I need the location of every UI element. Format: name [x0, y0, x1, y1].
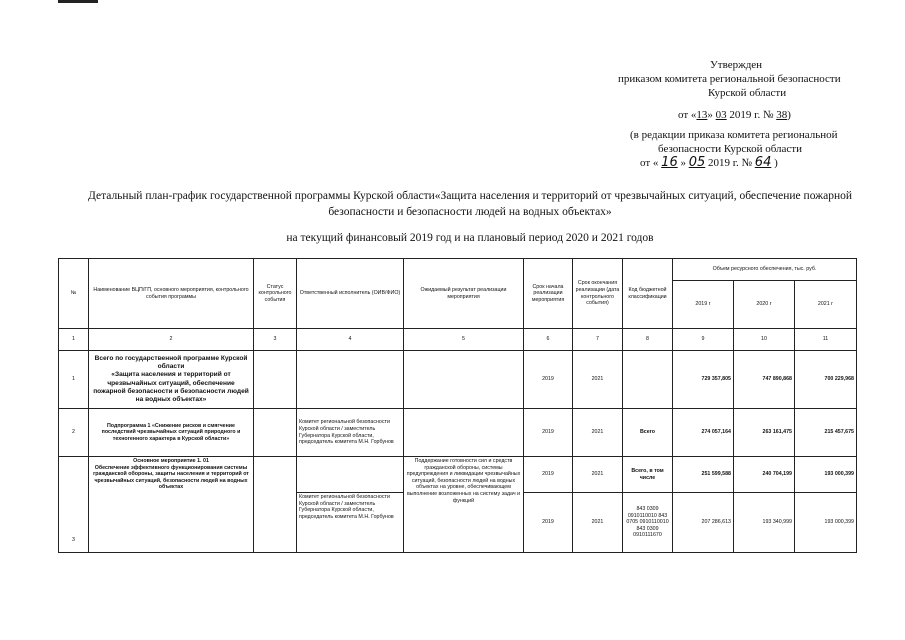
col-number: 7: [573, 329, 623, 351]
column-number-row: [59, 329, 857, 351]
col-number: 4: [297, 329, 404, 351]
header-year-2021: 2021 г: [795, 281, 857, 329]
col-number: 2: [89, 329, 254, 351]
table-row-subprogram-1: [59, 409, 857, 457]
header-num: №: [59, 259, 89, 329]
col-number: 8: [623, 329, 673, 351]
row3b-end: 2021: [573, 493, 623, 553]
header-name: Наименование ВЦП/ГП, основного мероприятия, контрольного события программы: [89, 259, 254, 329]
row1-value-2021: 700 229,968: [795, 351, 857, 409]
header-start: Срок начала реализации мероприятия: [524, 259, 573, 329]
header-executor: Ответственный исполнитель (ОИВ/ФИО): [297, 259, 404, 329]
plan-schedule-table: [58, 258, 857, 553]
approval-date-line: [618, 108, 868, 122]
approval-order-line: приказом комитета региональной безопасности: [618, 73, 841, 85]
header-result: Ожидаемый результат реализации мероприятия: [404, 259, 524, 329]
row2-end: 2021: [573, 409, 623, 457]
row3-status: [254, 457, 297, 553]
row3b-budget-code: 843 0309 0910110010 843 0705 0910110010 843 0309 0910111670: [623, 493, 673, 553]
date-mid: »: [707, 109, 716, 121]
col-number: 11: [795, 329, 857, 351]
row2-status: [254, 409, 297, 457]
row1-result: [404, 351, 524, 409]
row1-name: [89, 351, 254, 409]
row1-end: 2021: [573, 351, 623, 409]
row3-result: Поддержание готовности сил и средств гражданской обороны, системы предупреждения и ликвидации чрезвычайных ситуаций, безопасности людей на водных объектах на уровне, обеспечивающем выполнение возложенных на систему задач и функций: [404, 457, 524, 553]
edition-day-handwritten: 16: [661, 155, 678, 170]
date-suffix: ): [787, 109, 791, 121]
header-year-2020: 2020 г: [734, 281, 795, 329]
row3a-value-2021: 193 000,399: [795, 457, 857, 493]
title-line-2: безопасности и безопасности людей на водных объектах»: [328, 206, 612, 218]
row2-num: 2: [59, 409, 89, 457]
title-line-1: Детальный план-график государственной программы Курской области«Защита населения и территорий от чрезвычайных ситуаций, обеспечение пожарной: [87, 190, 853, 202]
row3-name: [89, 457, 254, 553]
row2-name: Подпрограмма 1 «Снижение рисков и смягчение последствий чрезвычайных ситуаций природного и техногенного характера в Курской области»: [89, 409, 254, 457]
date-day: 13: [696, 109, 708, 121]
table-row-program-total: [59, 351, 857, 409]
table-header-row-1: [59, 259, 857, 281]
edition-number-handwritten: 64: [754, 155, 772, 170]
row3a-end: 2021: [573, 457, 623, 493]
table-row-main-activity-total: [59, 457, 857, 493]
row2-executor: Комитет региональной безопасности Курской области / заместитель Губернатора Курской области, председатель комитета М.Н. Горбунов: [297, 409, 404, 457]
row3a-budget-code: Всего, в том числе: [623, 457, 673, 493]
row3-name-line2: Обеспечение эффективного функционирования системы гражданской обороны, защиты населения и территорий от чрезвычайных ситуаций, безопасности людей на водных объектах: [93, 464, 249, 491]
col-number: 10: [734, 329, 795, 351]
row2-value-2019: 274 057,164: [673, 409, 734, 457]
row3b-value-2021: 193 000,399: [795, 493, 857, 553]
header-budget-code: Код бюджетной классификации: [623, 259, 673, 329]
row1-budget-code: [623, 351, 673, 409]
col-number: 1: [59, 329, 89, 351]
col-number: 9: [673, 329, 734, 351]
edition-year: 2019 г. №: [705, 157, 755, 169]
header-end: Срок окончания реализации (дата контрольного события): [573, 259, 623, 329]
row3a-value-2019: 251 599,588: [673, 457, 734, 493]
edition-suffix: ): [771, 157, 778, 169]
col-number: 3: [254, 329, 297, 351]
row1-start: 2019: [524, 351, 573, 409]
document-subtitle: на текущий финансовый 2019 год и на плановый период 2020 и 2021 годов: [286, 232, 654, 244]
row1-name-line2: «Защита населения и территорий от чрезвычайных ситуаций, обеспечение пожарной безопасности и безопасности людей на водных объектах»: [93, 371, 249, 403]
row3-num: 3: [59, 457, 89, 553]
row3b-value-2020: 193 340,999: [734, 493, 795, 553]
approval-stamp: [618, 58, 868, 170]
header-status: Статус контрольного события: [254, 259, 297, 329]
row3b-value-2019: 207 286,613: [673, 493, 734, 553]
edition-month-handwritten: 05: [688, 155, 706, 170]
date-number: 38: [776, 109, 788, 121]
row1-executor: [297, 351, 404, 409]
row1-num: 1: [59, 351, 89, 409]
row1-name-line1: Всего по государственной программе Курской области: [94, 354, 248, 371]
document-title: [70, 188, 870, 220]
edition-date-line: [618, 156, 868, 170]
date-prefix: от «: [678, 109, 697, 121]
scan-edge-mark: [58, 0, 98, 3]
row2-value-2020: 263 161,475: [734, 409, 795, 457]
edition-line-2: безопасности Курской области: [658, 143, 802, 155]
row3-name-line1: Основное мероприятие 1. 01: [133, 458, 209, 464]
edition-mid: »: [677, 157, 689, 169]
row3-executor-empty: [297, 457, 404, 493]
col-number: 5: [404, 329, 524, 351]
col-number: 6: [524, 329, 573, 351]
date-year: 2019 г. №: [726, 109, 777, 121]
header-year-2019: 2019 г: [673, 281, 734, 329]
header-funding: Объем ресурсного обеспечения, тыс. руб.: [673, 259, 857, 281]
row3b-start: 2019: [524, 493, 573, 553]
row3-executor: Комитет региональной безопасности Курской области / заместитель Губернатора Курской области, председатель комитета М.Н. Горбунов: [297, 493, 404, 553]
row1-value-2019: 729 357,805: [673, 351, 734, 409]
row2-result: [404, 409, 524, 457]
date-month: 03: [715, 109, 727, 121]
row2-value-2021: 215 457,675: [795, 409, 857, 457]
approval-title: Утвержден: [710, 59, 763, 71]
row3a-start: 2019: [524, 457, 573, 493]
approval-region-line: Курской области: [708, 87, 787, 99]
edition-prefix: от «: [640, 157, 662, 169]
edition-line-1: (в редакции приказа комитета региональной: [630, 129, 838, 141]
row1-status: [254, 351, 297, 409]
row2-start: 2019: [524, 409, 573, 457]
row2-budget-code: Всего: [623, 409, 673, 457]
row1-value-2020: 747 890,868: [734, 351, 795, 409]
row3a-value-2020: 240 704,199: [734, 457, 795, 493]
